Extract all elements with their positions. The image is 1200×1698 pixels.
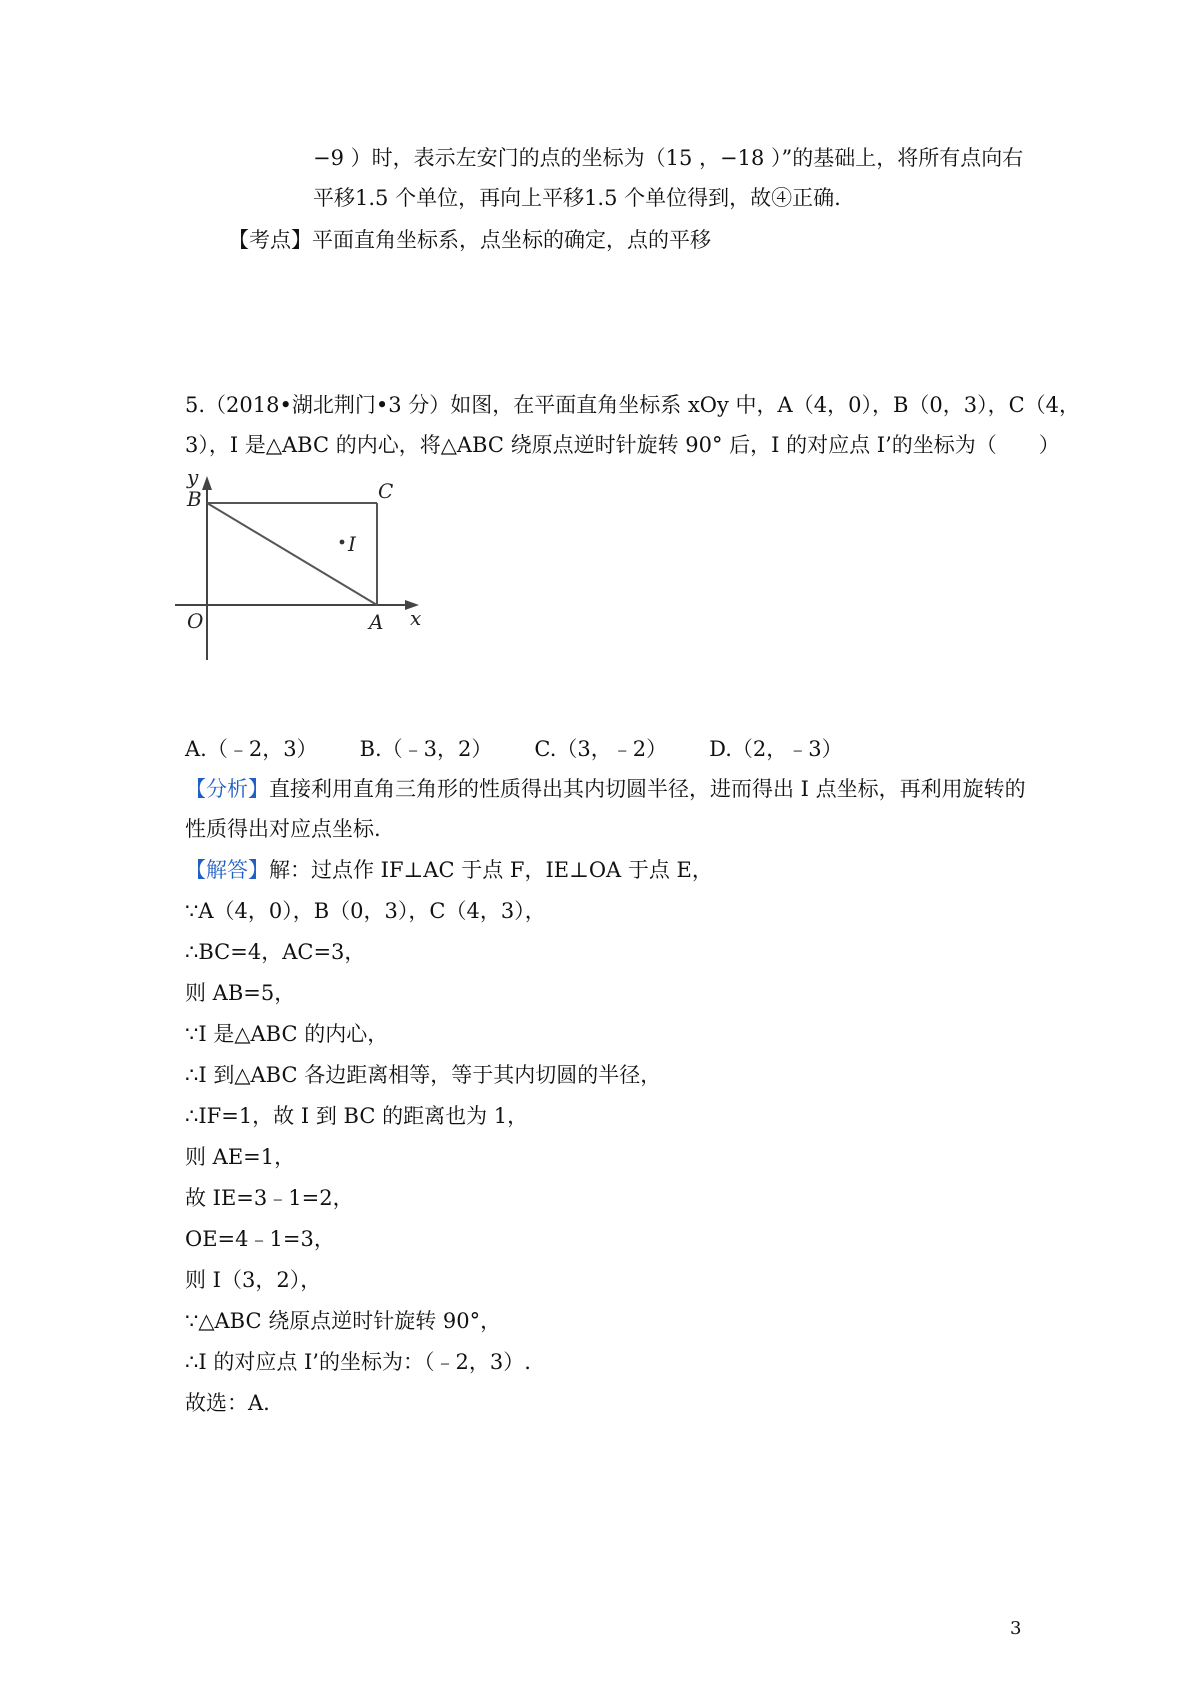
solution-line-1: [185, 855, 713, 885]
solution-first: 解：过点作 IF⊥AC 于点 F，IE⊥OA 于点 E，: [269, 858, 713, 882]
continuation-line-1: −9 ）时，表示左安门的点的坐标为（15 ，−18 ）”的基础上，将所有点向右: [313, 146, 1024, 170]
label-o: O: [187, 609, 204, 633]
solution-step: 故 IE=3﹣1=2，: [185, 1186, 354, 1210]
solution-step: ∴IF=1，故 I 到 BC 的距离也为 1，: [185, 1104, 529, 1128]
kaodian-tag: 【考点】: [228, 228, 312, 252]
analysis-line-2: 性质得出对应点坐标.: [185, 817, 381, 841]
incenter-point: [340, 540, 345, 545]
solution-step: ∵I 是△ABC 的内心，: [185, 1022, 389, 1046]
option-c: C.（3，﹣2）: [534, 737, 668, 761]
label-b: B: [187, 487, 202, 511]
question-line-2: 3），I 是△ABC 的内心，将△ABC 绕原点逆时针旋转 90° 后，I 的对应点 I’的坐标为（ ）: [185, 433, 1060, 457]
solution-tag: 【解答】: [185, 858, 269, 882]
solution-step: 则 AB=5，: [185, 981, 296, 1005]
question-line-1: 5.（2018•湖北荆门•3 分）如图，在平面直角坐标系 xOy 中，A（4，0），B（0，3），C（4，: [185, 393, 1081, 417]
y-axis-arrow: [202, 476, 212, 490]
solution-step: 则 AE=1，: [185, 1145, 296, 1169]
option-a: A.（﹣2，3）: [185, 737, 318, 761]
solution-step: 故选：A.: [185, 1391, 270, 1415]
continuation-line-2: 平移1.5 个单位，再向上平移1.5 个单位得到，故④正确.: [313, 186, 841, 210]
options-row: [185, 734, 885, 764]
analysis-tag: 【分析】: [185, 777, 269, 801]
solution-step: ∵A（4，0），B（0，3），C（4，3），: [185, 899, 546, 923]
coordinate-figure: [175, 470, 475, 710]
solution-step: OE=4﹣1=3，: [185, 1227, 335, 1251]
label-x: x: [410, 606, 422, 630]
label-y: y: [187, 470, 199, 489]
page-number: 3: [1010, 1618, 1022, 1639]
label-a: A: [369, 610, 384, 634]
solution-step: ∴I 到△ABC 各边距离相等，等于其内切圆的半径，: [185, 1063, 662, 1087]
label-c: C: [378, 479, 394, 503]
solution-step: ∵△ABC 绕原点逆时针旋转 90°，: [185, 1309, 502, 1333]
analysis-text: 直接利用直角三角形的性质得出其内切圆半径，进而得出 I 点坐标，再利用旋转的: [269, 777, 1026, 801]
analysis-line-1: [185, 774, 1026, 804]
option-d: D.（2，﹣3）: [709, 737, 843, 761]
label-i: I: [348, 532, 356, 556]
solution-step: ∴I 的对应点 I’的坐标为：（﹣2，3）.: [185, 1350, 531, 1374]
kaodian-paragraph: [228, 225, 711, 255]
solution-step: 则 I（3，2），: [185, 1268, 322, 1292]
solution-step: ∴BC=4，AC=3，: [185, 940, 366, 964]
option-b: B.（﹣3，2）: [359, 737, 493, 761]
kaodian-text: 平面直角坐标系，点坐标的确定，点的平移: [312, 228, 711, 252]
